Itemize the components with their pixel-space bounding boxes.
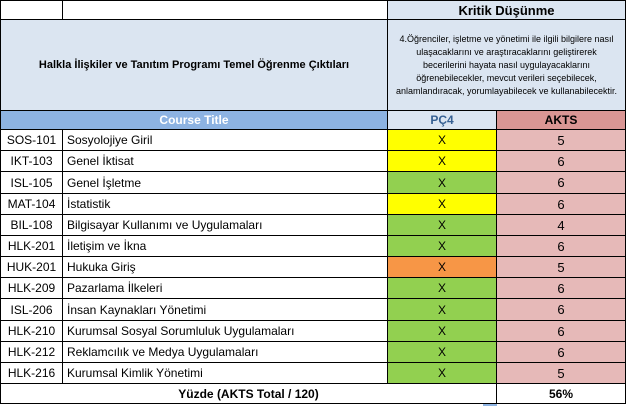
- course-name: İstatistik: [63, 194, 388, 215]
- akts-value: 6: [497, 278, 626, 299]
- course-code: ISL-105: [0, 172, 63, 194]
- footer-label: Yüzde (AKTS Total / 120): [0, 384, 497, 404]
- course-name: Pazarlama İlkeleri: [63, 278, 388, 299]
- akts-value: 6: [497, 151, 626, 172]
- pc4-mark: X: [388, 172, 497, 194]
- footer-percent: 56%: [497, 384, 626, 404]
- competency-title: Kritik Düşünme: [388, 0, 626, 20]
- course-name: Bilgisayar Kullanımı ve Uygulamaları: [63, 215, 388, 236]
- course-code: BIL-108: [0, 215, 63, 236]
- pc4-mark: X: [388, 130, 497, 151]
- pc4-mark: X: [388, 363, 497, 384]
- pc4-mark: X: [388, 342, 497, 363]
- competency-description: 4.Öğrenciler, işletme ve yönetimi ile ilgili bilgilere nasıl ulaşacaklarını ve araştıracaklarını geliştirerek becerilerini hayata nasıl uygulayacaklarını öğrenebilecekler, mevcut verileri seçebilecek, anlamlandıracak, yorumlayabilecek ve kullanabilecektir.: [388, 20, 626, 111]
- course-code: ISL-206: [0, 299, 63, 321]
- akts-value: 6: [497, 299, 626, 321]
- course-title-header: Course Title: [0, 111, 388, 130]
- pc4-mark: X: [388, 194, 497, 215]
- course-code: HLK-201: [0, 236, 63, 257]
- course-name: Kurumsal Kimlik Yönetimi: [63, 363, 388, 384]
- course-code: HLK-216: [0, 363, 63, 384]
- pc4-mark: X: [388, 257, 497, 278]
- akts-value: 6: [497, 194, 626, 215]
- course-name: Hukuka Giriş: [63, 257, 388, 278]
- pc4-mark: X: [388, 321, 497, 342]
- pc4-mark: X: [388, 278, 497, 299]
- blank-cell-b1: [63, 0, 388, 20]
- akts-value: 5: [497, 363, 626, 384]
- akts-value: 4: [497, 215, 626, 236]
- akts-value: 6: [497, 172, 626, 194]
- course-name: Kurumsal Sosyal Sorumluluk Uygulamaları: [63, 321, 388, 342]
- akts-value: 6: [497, 342, 626, 363]
- akts-value: 6: [497, 236, 626, 257]
- akts-value: 5: [497, 257, 626, 278]
- course-code: MAT-104: [0, 194, 63, 215]
- akts-header: AKTS: [497, 111, 626, 130]
- blank-cell-a1: [0, 0, 63, 20]
- course-code: IKT-103: [0, 151, 63, 172]
- course-code: HLK-209: [0, 278, 63, 299]
- course-name: İnsan Kaynakları Yönetimi: [63, 299, 388, 321]
- pc4-mark: X: [388, 151, 497, 172]
- pc4-mark: X: [388, 236, 497, 257]
- course-name: Sosyolojiye Giril: [63, 130, 388, 151]
- akts-value: 5: [497, 130, 626, 151]
- course-name: İletişim ve İkna: [63, 236, 388, 257]
- pc4-mark: X: [388, 299, 497, 321]
- course-code: HLK-210: [0, 321, 63, 342]
- pc-header: PÇ4: [388, 111, 497, 130]
- program-title: Halkla İlişkiler ve Tanıtım Programı Temel Öğrenme Çıktıları: [0, 20, 388, 111]
- course-name: Genel İktisat: [63, 151, 388, 172]
- akts-value: 6: [497, 321, 626, 342]
- course-code: HUK-201: [0, 257, 63, 278]
- course-code: HLK-212: [0, 342, 63, 363]
- pc4-mark: X: [388, 215, 497, 236]
- course-name: Reklamcılık ve Medya Uygulamaları: [63, 342, 388, 363]
- course-code: SOS-101: [0, 130, 63, 151]
- course-name: Genel İşletme: [63, 172, 388, 194]
